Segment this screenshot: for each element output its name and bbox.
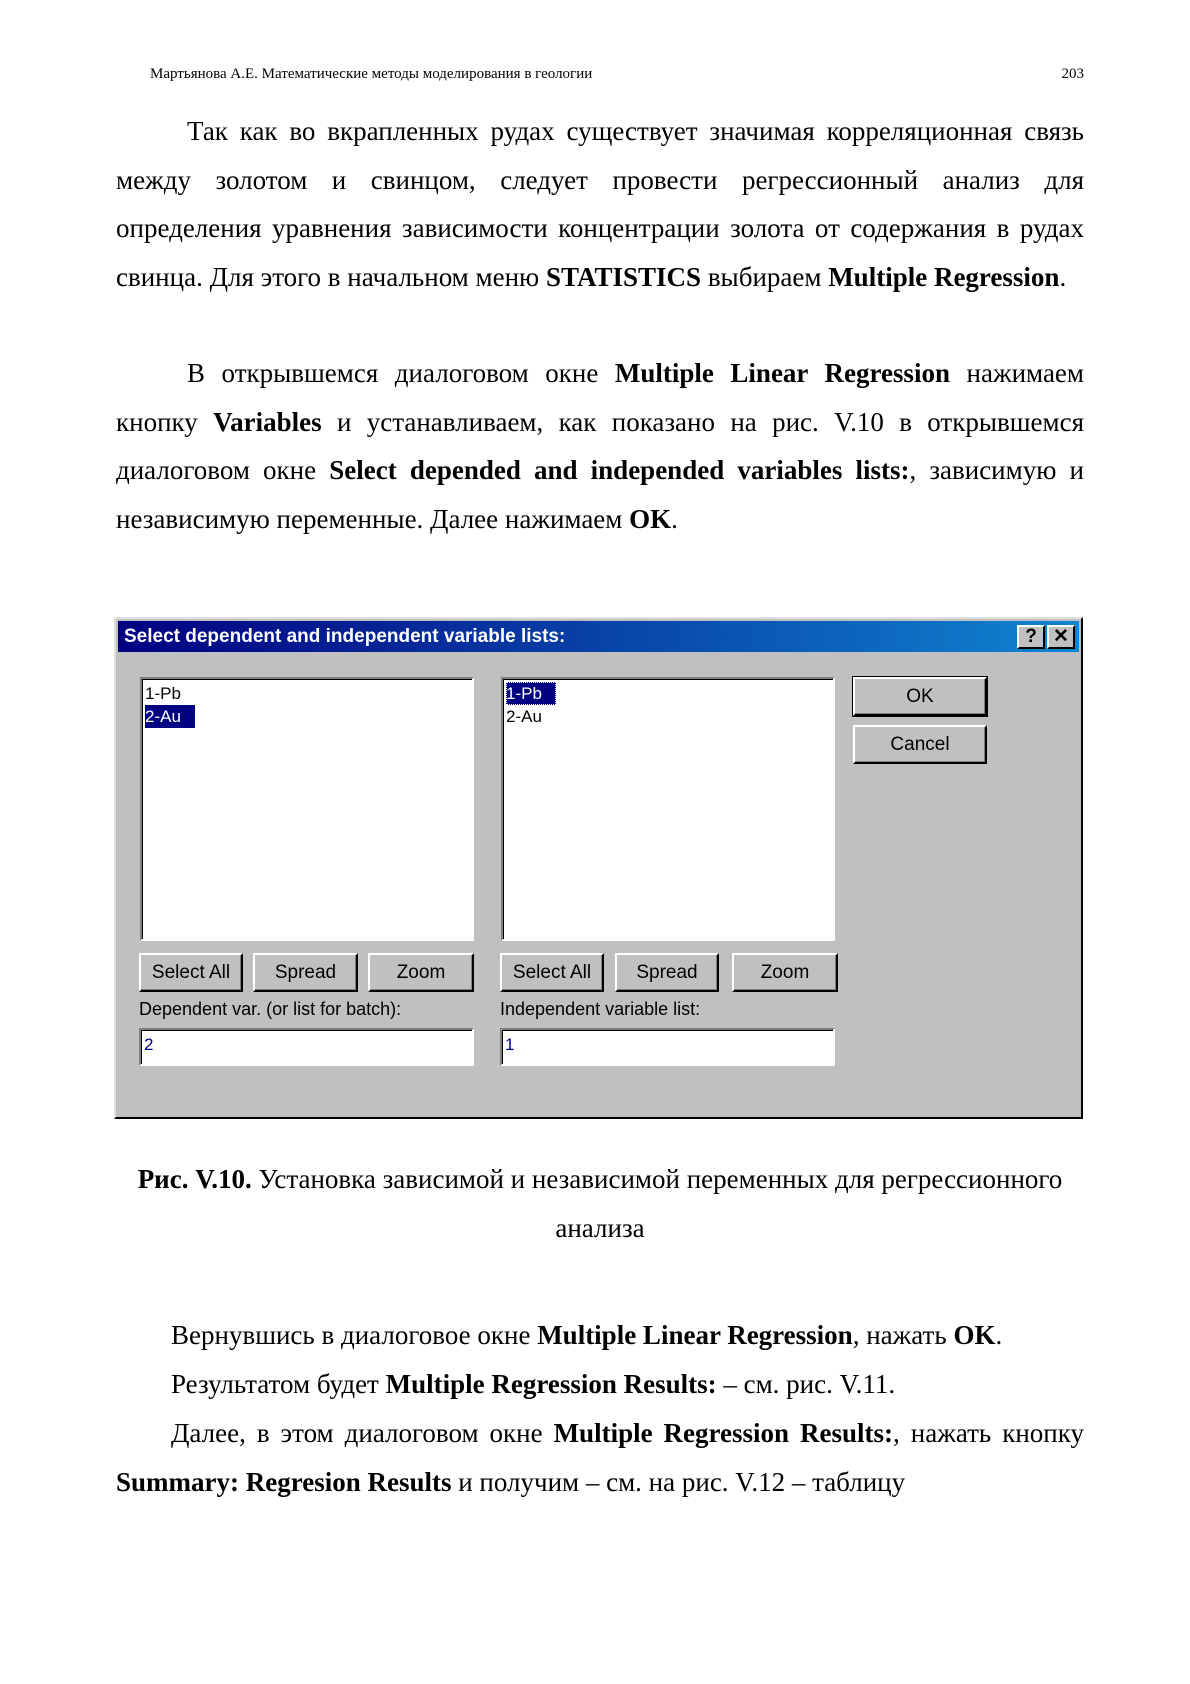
dependent-variables-list[interactable] [140, 677, 474, 941]
variable-select-dialog [114, 617, 1083, 1119]
list-item[interactable]: 2-Au [144, 705, 470, 728]
running-head [150, 66, 1084, 83]
paragraph-3: Вернувшись в диалоговое окне Multiple Linear Regression, нажать OK. [171, 1320, 1003, 1350]
close-button[interactable]: ✕ [1047, 625, 1075, 649]
dialog-titlebar [118, 621, 1079, 652]
list-item[interactable]: 1-Pb [505, 682, 831, 705]
independent-variables-list[interactable] [501, 677, 835, 941]
paragraph-1: Так как во вкрапленных рудах существует значимая корреляционная связь между золотом и свинцом, следует провести регрессионный анализ для определения уравнения зависимости концентрации золота от содержания в рудах свинца. Для этого в начальном меню STATISTICS выбираем Multiple Regression. [116, 116, 1084, 292]
figure-caption: Рис. V.10. Установка зависимой и независимой переменных для регрессионного анализа [137, 1164, 1063, 1243]
independent-label: Independent variable list: [500, 999, 701, 1019]
list-item[interactable]: 2-Au [506, 707, 542, 726]
help-button[interactable]: ? [1017, 625, 1045, 649]
paragraph-2: В открывшемся диалоговом окне Multiple Linear Regression нажимаем кнопку Variables и устанавливаем, как показано на рис. V.10 в открывшемся диалоговом окне Select depended and independed variables lists:, зависимую и независимую переменные. Далее нажимаем OK. [116, 358, 1085, 534]
running-title: Мартьянова А.Е. Математические методы моделирования в геологии [150, 66, 593, 82]
list-item[interactable]: 1-Pb [145, 684, 181, 703]
page-number: 203 [1061, 66, 1084, 82]
independent-var-field[interactable]: 1 [500, 1028, 835, 1066]
paragraph-4: Результатом будет Multiple Regression Results: – см. рис. V.11. [171, 1369, 896, 1399]
left-spread-button[interactable]: Spread [253, 953, 358, 992]
left-select-all-button[interactable]: Select All [139, 953, 243, 992]
dependent-label: Dependent var. (or list for batch): [139, 999, 402, 1019]
left-zoom-button[interactable]: Zoom [368, 953, 474, 992]
dialog-title: Select dependent and independent variable lists: [124, 626, 566, 647]
right-zoom-button[interactable]: Zoom [732, 953, 838, 992]
ok-button[interactable]: OK [853, 677, 987, 716]
cancel-button[interactable]: Cancel [853, 725, 987, 764]
dependent-var-field[interactable]: 2 [139, 1028, 474, 1066]
right-spread-button[interactable]: Spread [615, 953, 719, 992]
right-select-all-button[interactable]: Select All [500, 953, 604, 992]
paragraph-5: Далее, в этом диалоговом окне Multiple Regression Results:, нажать кнопку Summary: Regresion Results и получим – см. на рис. V.12 – таблицу [116, 1418, 1084, 1497]
